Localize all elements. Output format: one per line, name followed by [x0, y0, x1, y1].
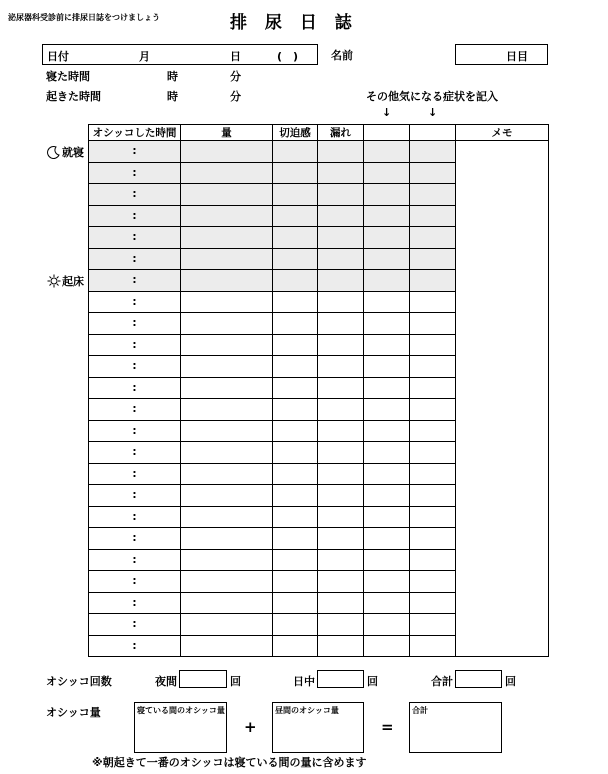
extra-cell-1[interactable]	[364, 571, 410, 593]
extra-cell-2[interactable]	[410, 463, 456, 485]
extra-cell-1[interactable]	[364, 592, 410, 614]
extra-cell-1[interactable]	[364, 270, 410, 292]
urgency-cell[interactable]	[273, 592, 318, 614]
extra-cell-2[interactable]	[410, 141, 456, 163]
extra-cell-2[interactable]	[410, 248, 456, 270]
volume-cell[interactable]	[181, 141, 273, 163]
time-cell[interactable]: :	[89, 162, 181, 184]
header-extra-2	[410, 125, 456, 141]
urgency-cell[interactable]	[273, 184, 318, 206]
volume-cell[interactable]	[181, 592, 273, 614]
urgency-cell[interactable]	[273, 614, 318, 636]
extra-cell-2[interactable]	[410, 162, 456, 184]
time-cell[interactable]: :	[89, 377, 181, 399]
wake-time-label: 起きた時間	[46, 90, 101, 103]
extra-cell-1[interactable]	[364, 205, 410, 227]
leak-cell[interactable]	[318, 291, 364, 313]
sleep-volume-caption: 寝ている間のオシッコ量	[137, 706, 225, 715]
extra-cell-1[interactable]	[364, 377, 410, 399]
leak-cell[interactable]	[318, 205, 364, 227]
extra-cell-2[interactable]	[410, 313, 456, 335]
time-cell[interactable]: :	[89, 205, 181, 227]
volume-cell[interactable]	[181, 356, 273, 378]
subtitle: 泌尿器科受診前に排尿日誌をつけましょう	[8, 13, 160, 22]
header-urgency: 切迫感	[273, 125, 318, 141]
plus-sign: +	[244, 718, 257, 736]
extra-cell-2[interactable]	[410, 420, 456, 442]
leak-cell[interactable]	[318, 635, 364, 657]
extra-cell-1[interactable]	[364, 463, 410, 485]
urgency-cell[interactable]	[273, 377, 318, 399]
day-count-label: 日目	[506, 50, 528, 63]
time-cell[interactable]: :	[89, 141, 181, 163]
extra-cell-2[interactable]	[410, 334, 456, 356]
header-extra-1	[364, 125, 410, 141]
urgency-cell[interactable]	[273, 399, 318, 421]
leak-cell[interactable]	[318, 227, 364, 249]
volume-cell[interactable]	[181, 528, 273, 550]
table-header-row	[89, 125, 549, 141]
sun-icon	[47, 274, 61, 288]
total-count-input[interactable]	[455, 670, 502, 688]
volume-cell[interactable]	[181, 549, 273, 571]
leak-cell[interactable]	[318, 184, 364, 206]
weekday-label: ( )	[277, 50, 299, 63]
extra-cell-1[interactable]	[364, 442, 410, 464]
extra-cell-1[interactable]	[364, 614, 410, 636]
day-unit: 回	[367, 675, 378, 688]
extra-cell-1[interactable]	[364, 420, 410, 442]
time-cell[interactable]: :	[89, 592, 181, 614]
leak-cell[interactable]	[318, 506, 364, 528]
time-cell[interactable]: :	[89, 420, 181, 442]
extra-cell-2[interactable]	[410, 592, 456, 614]
extra-cell-2[interactable]	[410, 635, 456, 657]
extra-cell-1[interactable]	[364, 291, 410, 313]
time-cell[interactable]: :	[89, 635, 181, 657]
volume-cell[interactable]	[181, 184, 273, 206]
leak-cell[interactable]	[318, 528, 364, 550]
wake-marker-label: 起床	[62, 275, 84, 288]
time-cell[interactable]: :	[89, 528, 181, 550]
month-label: 月	[139, 50, 150, 63]
date-field[interactable]	[42, 44, 318, 65]
urgency-cell[interactable]	[273, 506, 318, 528]
extra-cell-2[interactable]	[410, 377, 456, 399]
extra-cell-2[interactable]	[410, 184, 456, 206]
volume-cell[interactable]	[181, 313, 273, 335]
time-cell[interactable]: :	[89, 227, 181, 249]
urgency-cell[interactable]	[273, 442, 318, 464]
total-volume-box[interactable]	[409, 702, 502, 753]
urgency-cell[interactable]	[273, 485, 318, 507]
page-title: 排 尿 日 誌	[230, 13, 358, 33]
time-cell[interactable]: :	[89, 571, 181, 593]
memo-cell[interactable]	[456, 141, 549, 657]
extra-cell-2[interactable]	[410, 442, 456, 464]
volume-cell[interactable]	[181, 270, 273, 292]
day-label: 日中	[293, 675, 315, 688]
volume-cell[interactable]	[181, 420, 273, 442]
extra-cell-1[interactable]	[364, 334, 410, 356]
day-label: 日	[230, 50, 241, 63]
leak-cell[interactable]	[318, 485, 364, 507]
extra-cell-2[interactable]	[410, 399, 456, 421]
urgency-cell[interactable]	[273, 635, 318, 657]
time-cell[interactable]: :	[89, 485, 181, 507]
time-cell[interactable]: :	[89, 442, 181, 464]
extra-cell-2[interactable]	[410, 356, 456, 378]
leak-cell[interactable]	[318, 377, 364, 399]
urgency-cell[interactable]	[273, 571, 318, 593]
leak-cell[interactable]	[318, 549, 364, 571]
day-count-field[interactable]	[455, 44, 548, 65]
extra-cell-1[interactable]	[364, 485, 410, 507]
time-cell[interactable]: :	[89, 614, 181, 636]
extra-cell-1[interactable]	[364, 313, 410, 335]
night-unit: 回	[230, 675, 241, 688]
urgency-cell[interactable]	[273, 248, 318, 270]
urgency-cell[interactable]	[273, 549, 318, 571]
urgency-cell[interactable]	[273, 205, 318, 227]
header-memo: メモ	[456, 125, 549, 141]
volume-cell[interactable]	[181, 506, 273, 528]
leak-cell[interactable]	[318, 592, 364, 614]
volume-cell[interactable]	[181, 162, 273, 184]
extra-cell-2[interactable]	[410, 485, 456, 507]
extra-cell-1[interactable]	[364, 162, 410, 184]
leak-cell[interactable]	[318, 270, 364, 292]
equals-sign: =	[381, 718, 394, 736]
day-volume-caption: 昼間のオシッコ量	[275, 706, 339, 715]
extra-cell-1[interactable]	[364, 635, 410, 657]
wake-marker	[47, 273, 84, 289]
leak-cell[interactable]	[318, 614, 364, 636]
leak-cell[interactable]	[318, 399, 364, 421]
header-volume: 量	[181, 125, 273, 141]
leak-cell[interactable]	[318, 162, 364, 184]
extra-cell-1[interactable]	[364, 227, 410, 249]
header-time: オシッコした時間	[89, 125, 181, 141]
total-unit: 回	[505, 675, 516, 688]
extra-cell-2[interactable]	[410, 227, 456, 249]
volume-cell[interactable]	[181, 463, 273, 485]
urgency-cell[interactable]	[273, 334, 318, 356]
urgency-cell[interactable]	[273, 528, 318, 550]
name-label: 名前	[331, 49, 353, 62]
extra-cell-1[interactable]	[364, 399, 410, 421]
urgency-cell[interactable]	[273, 313, 318, 335]
night-label: 夜間	[155, 675, 177, 688]
total-label: 合計	[431, 675, 453, 688]
leak-cell[interactable]	[318, 442, 364, 464]
extra-cell-2[interactable]	[410, 614, 456, 636]
time-cell[interactable]: :	[89, 184, 181, 206]
arrow-down-icon: ↓	[382, 106, 392, 119]
sleep-volume-box[interactable]	[134, 702, 227, 753]
log-table	[88, 124, 549, 657]
volume-label: オシッコ量	[46, 706, 101, 719]
urgency-cell[interactable]	[273, 356, 318, 378]
urgency-cell[interactable]	[273, 270, 318, 292]
sleep-time-label: 寝た時間	[46, 70, 90, 83]
leak-cell[interactable]	[318, 248, 364, 270]
urgency-cell[interactable]	[273, 463, 318, 485]
extra-cell-1[interactable]	[364, 141, 410, 163]
time-cell[interactable]: :	[89, 270, 181, 292]
extra-cell-2[interactable]	[410, 205, 456, 227]
leak-cell[interactable]	[318, 141, 364, 163]
urgency-cell[interactable]	[273, 141, 318, 163]
leak-cell[interactable]	[318, 420, 364, 442]
time-cell[interactable]: :	[89, 399, 181, 421]
time-cell[interactable]: :	[89, 463, 181, 485]
sleep-hour-label: 時	[167, 70, 178, 83]
leak-cell[interactable]	[318, 334, 364, 356]
sleep-marker	[47, 144, 84, 160]
extra-cell-2[interactable]	[410, 506, 456, 528]
date-label: 日付	[47, 50, 69, 63]
urgency-cell[interactable]	[273, 227, 318, 249]
urgency-cell[interactable]	[273, 420, 318, 442]
volume-cell[interactable]	[181, 442, 273, 464]
time-cell[interactable]: :	[89, 356, 181, 378]
extra-cell-2[interactable]	[410, 571, 456, 593]
symptom-note: その他気になる症状を記入	[366, 90, 498, 103]
time-cell[interactable]: :	[89, 334, 181, 356]
urgency-cell[interactable]	[273, 162, 318, 184]
extra-cell-2[interactable]	[410, 549, 456, 571]
volume-cell[interactable]	[181, 291, 273, 313]
extra-cell-1[interactable]	[364, 248, 410, 270]
sleep-marker-label: 就寝	[62, 146, 84, 159]
extra-cell-1[interactable]	[364, 506, 410, 528]
wake-minute-label: 分	[230, 90, 241, 103]
extra-cell-1[interactable]	[364, 356, 410, 378]
extra-cell-2[interactable]	[410, 270, 456, 292]
urgency-cell[interactable]	[273, 291, 318, 313]
leak-cell[interactable]	[318, 463, 364, 485]
extra-cell-2[interactable]	[410, 291, 456, 313]
total-volume-caption: 合計	[412, 706, 428, 715]
volume-cell[interactable]	[181, 635, 273, 657]
extra-cell-1[interactable]	[364, 184, 410, 206]
volume-cell[interactable]	[181, 399, 273, 421]
time-cell[interactable]: :	[89, 248, 181, 270]
time-cell[interactable]: :	[89, 549, 181, 571]
volume-cell[interactable]	[181, 205, 273, 227]
volume-cell[interactable]	[181, 571, 273, 593]
time-cell[interactable]: :	[89, 313, 181, 335]
volume-cell[interactable]	[181, 614, 273, 636]
moon-icon	[47, 145, 61, 159]
arrow-down-icon: ↓	[428, 106, 438, 119]
volume-cell[interactable]	[181, 248, 273, 270]
time-cell[interactable]: :	[89, 291, 181, 313]
volume-cell[interactable]	[181, 334, 273, 356]
extra-cell-1[interactable]	[364, 549, 410, 571]
day-volume-box[interactable]	[272, 702, 364, 753]
leak-cell[interactable]	[318, 356, 364, 378]
table-row	[89, 141, 549, 163]
header-leak: 漏れ	[318, 125, 364, 141]
wake-hour-label: 時	[167, 90, 178, 103]
volume-cell[interactable]	[181, 485, 273, 507]
extra-cell-1[interactable]	[364, 528, 410, 550]
volume-cell[interactable]	[181, 227, 273, 249]
count-label: オシッコ回数	[46, 675, 112, 688]
leak-cell[interactable]	[318, 313, 364, 335]
sleep-minute-label: 分	[230, 70, 241, 83]
night-count-input[interactable]	[179, 670, 227, 688]
extra-cell-2[interactable]	[410, 528, 456, 550]
leak-cell[interactable]	[318, 571, 364, 593]
footnote: ※朝起きて一番のオシッコは寝ている間の量に含めます	[92, 756, 367, 769]
day-count-input[interactable]	[317, 670, 364, 688]
time-cell[interactable]: :	[89, 506, 181, 528]
volume-cell[interactable]	[181, 377, 273, 399]
